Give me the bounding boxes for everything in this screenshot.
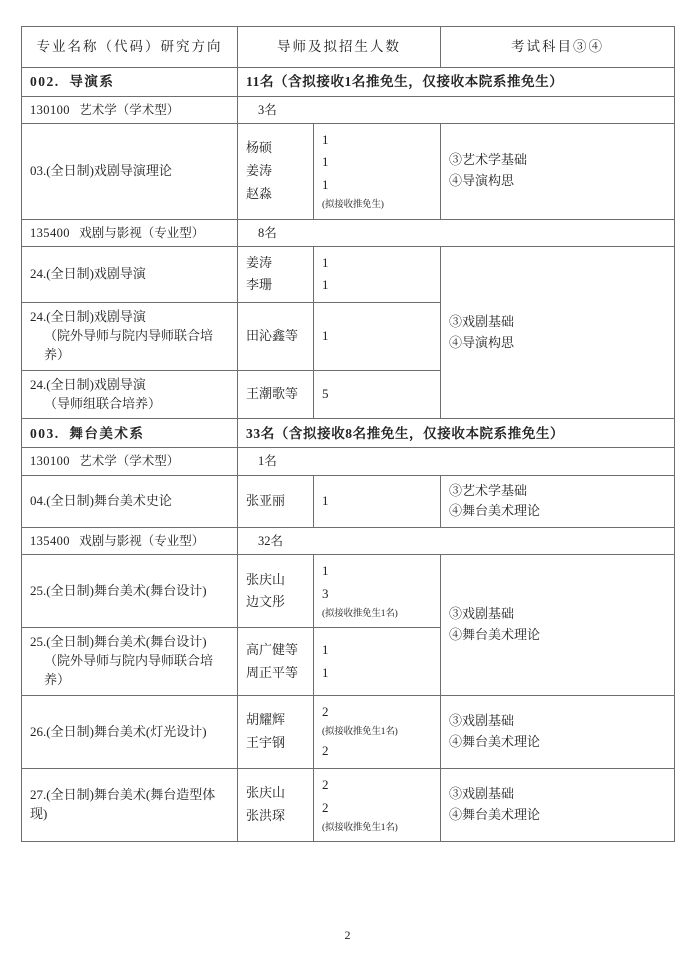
enrollment-count: [322, 560, 432, 583]
enrollment-number: 1: [322, 254, 329, 270]
exam-subject: ③戏剧基础: [449, 606, 515, 622]
department-row: [22, 419, 675, 448]
enrollment-count-cell: [314, 695, 441, 768]
advisor-name: 李珊: [246, 277, 273, 293]
enrollment-number: 2: [322, 777, 329, 793]
enrollment-number: 3: [322, 586, 329, 601]
degree-program-row: [22, 96, 675, 123]
enrollment-count: [322, 797, 432, 836]
header-cell-exams: [441, 27, 675, 68]
exam-subject: ④舞台美术理论: [449, 503, 541, 519]
admissions-catalog-table: [21, 26, 675, 842]
degree-program-row: [22, 528, 675, 555]
degree-quota: 3名: [258, 102, 277, 117]
enrollment-count: [322, 774, 432, 797]
exam-subject: ④导演构思: [449, 173, 515, 189]
advisor-name: 胡耀辉: [246, 712, 286, 728]
degree-name: 戏剧与影视（专业型）: [79, 534, 205, 549]
enrollment-count: [322, 174, 432, 213]
degree-name: 戏剧与影视（专业型）: [79, 225, 205, 240]
research-direction: 25.(全日制)舞台美术(舞台设计): [30, 582, 207, 598]
enrollment-count: [322, 740, 432, 763]
enrollment-count: [322, 252, 432, 275]
enrollment-count-cell: [314, 555, 441, 628]
research-direction-cell: [22, 303, 238, 371]
enrollment-number: 1: [322, 328, 329, 344]
header-cell-advisors: [238, 27, 441, 68]
department-name: 导演系: [69, 73, 115, 89]
exam-subject: ③戏剧基础: [449, 786, 515, 802]
advisor-name: 姜涛: [246, 162, 273, 178]
degree-name: 艺术学（学术型）: [79, 102, 180, 117]
exam-subjects-cell: [441, 246, 675, 419]
enrollment-note: (拟接收推免生1名): [322, 608, 398, 619]
research-direction-cell: [22, 246, 238, 303]
enrollment-count: [322, 639, 432, 662]
research-direction: 04.(全日制)舞台美术史论: [30, 492, 172, 508]
enrollment-note: (拟接收推免生1名): [322, 726, 398, 737]
advisor-names-cell: [238, 303, 314, 371]
research-direction-cell: [22, 370, 238, 419]
enrollment-count-cell: [314, 246, 441, 303]
enrollment-number: 1: [322, 277, 329, 293]
enrollment-count-cell: [314, 370, 441, 419]
research-direction-cell: [22, 475, 238, 528]
table-row: [22, 475, 675, 528]
research-direction: 03.(全日制)戏剧导演理论: [30, 162, 172, 178]
header-major-label: 专业名称（代码）研究方向: [36, 39, 223, 54]
enrollment-number: 1: [322, 154, 329, 170]
department-quota: 33名（含拟接收8名推免生，仅接收本院系推免生）: [246, 425, 565, 441]
research-direction: 24.(全日制)戏剧导演: [30, 309, 146, 325]
enrollment-count-cell: [314, 628, 441, 696]
degree-name: 艺术学（学术型）: [79, 454, 180, 469]
degree-name-cell: [22, 96, 238, 123]
department-name: 舞台美术系: [69, 425, 145, 441]
enrollment-count: [322, 490, 432, 513]
advisor-name: 张庆山: [246, 571, 286, 587]
enrollment-number: 2: [322, 743, 329, 759]
advisor-name: 周正平等: [246, 664, 299, 680]
degree-name-cell: [22, 448, 238, 475]
enrollment-count: [322, 701, 432, 740]
enrollment-number: 2: [322, 799, 329, 815]
research-direction-note: （导师组联合培养）: [44, 395, 162, 411]
header-exams-label: 考试科目③④: [511, 39, 604, 54]
exam-subject: ④导演构思: [449, 334, 515, 350]
department-name-cell: [22, 67, 238, 96]
exam-subject: ③戏剧基础: [449, 713, 515, 729]
exam-subjects-cell: [441, 555, 675, 696]
enrollment-count: [322, 129, 432, 152]
exam-subjects-cell: [441, 475, 675, 528]
advisor-name: 杨硕: [246, 140, 273, 155]
degree-code: 130100: [30, 454, 70, 469]
table-row: [22, 555, 675, 628]
advisor-names-cell: [238, 555, 314, 628]
enrollment-count: [322, 325, 432, 348]
enrollment-number: 1: [322, 492, 329, 508]
research-direction-note: （院外导师与院内导师联合培养）: [44, 653, 214, 688]
exam-subject: ③戏剧基础: [449, 313, 515, 329]
degree-code: 130100: [30, 102, 70, 117]
enrollment-count-cell: [314, 123, 441, 219]
enrollment-count-cell: [314, 769, 441, 842]
research-direction-cell: [22, 555, 238, 628]
enrollment-count: [322, 662, 432, 685]
enrollment-count: [322, 583, 432, 622]
enrollment-count-cell: [314, 303, 441, 371]
advisor-name: 田沁鑫等: [246, 328, 299, 344]
enrollment-note: (拟接收推免生1名): [322, 822, 398, 833]
advisor-name: 张洪琛: [246, 808, 286, 824]
research-direction: 26.(全日制)舞台美术(灯光设计): [30, 723, 207, 739]
degree-quota: 32名: [258, 534, 284, 549]
enrollment-number: 5: [322, 386, 329, 402]
exam-subjects-cell: [441, 123, 675, 219]
header-cell-major: [22, 27, 238, 68]
advisor-name: 高广健等: [246, 641, 299, 657]
exam-subjects-cell: [441, 695, 675, 768]
department-name-cell: [22, 419, 238, 448]
department-row: [22, 67, 675, 96]
advisor-names-cell: [238, 123, 314, 219]
advisor-names-cell: [238, 769, 314, 842]
research-direction-cell: [22, 123, 238, 219]
advisor-name: 赵淼: [246, 185, 273, 201]
enrollment-count: [322, 274, 432, 297]
advisor-name: 王潮歌等: [246, 386, 299, 402]
table-row: [22, 769, 675, 842]
advisor-name: 边文彤: [246, 594, 286, 610]
exam-subject: ④舞台美术理论: [449, 733, 541, 749]
table-header-row: [22, 27, 675, 68]
department-quota: 11名（含拟接收1名推免生，仅接收本院系推免生）: [246, 73, 564, 89]
research-direction-cell: [22, 628, 238, 696]
exam-subject: ③艺术学基础: [449, 152, 528, 168]
advisor-name: 姜涛: [246, 254, 273, 270]
enrollment-number: 1: [322, 177, 329, 193]
degree-code: 135400: [30, 225, 70, 240]
research-direction-note: （院外导师与院内导师联合培养）: [44, 328, 214, 362]
degree-quota: 8名: [258, 225, 277, 240]
research-direction: 27.(全日制)舞台美术(舞台造型体现): [30, 787, 216, 822]
degree-quota-cell: [238, 448, 675, 475]
advisor-names-cell: [238, 695, 314, 768]
header-advisors-label: 导师及拟招生人数: [277, 39, 401, 54]
degree-code: 135400: [30, 534, 70, 549]
enrollment-count: [322, 383, 432, 406]
degree-name-cell: [22, 219, 238, 246]
advisor-name: 张庆山: [246, 785, 286, 801]
enrollment-count-cell: [314, 475, 441, 528]
enrollment-count: [322, 151, 432, 174]
enrollment-number: 1: [322, 131, 329, 147]
exam-subject: ④舞台美术理论: [449, 627, 541, 643]
degree-quota-cell: [238, 219, 675, 246]
department-quota-cell: [238, 67, 675, 96]
research-direction: 24.(全日制)戏剧导演: [30, 266, 146, 282]
research-direction: 24.(全日制)戏剧导演: [30, 376, 146, 392]
enrollment-number: 1: [322, 563, 329, 579]
degree-program-row: [22, 219, 675, 246]
enrollment-note: (拟接收推免生): [322, 199, 384, 210]
degree-quota-cell: [238, 528, 675, 555]
department-code: 002.: [30, 73, 60, 89]
research-direction-cell: [22, 695, 238, 768]
advisor-name: 王宇钢: [246, 734, 286, 750]
exam-subjects-cell: [441, 769, 675, 842]
exam-subject: ④舞台美术理论: [449, 807, 541, 823]
advisor-name: 张亚丽: [246, 492, 286, 508]
research-direction: 25.(全日制)舞台美术(舞台设计): [30, 634, 207, 650]
exam-subject: ③艺术学基础: [449, 482, 528, 498]
enrollment-number: 2: [322, 703, 329, 719]
advisor-names-cell: [238, 370, 314, 419]
advisor-names-cell: [238, 475, 314, 528]
department-quota-cell: [238, 419, 675, 448]
degree-name-cell: [22, 528, 238, 555]
table-row: [22, 246, 675, 303]
advisor-names-cell: [238, 246, 314, 303]
degree-quota-cell: [238, 96, 675, 123]
research-direction-cell: [22, 769, 238, 842]
table-row: [22, 123, 675, 219]
enrollment-number: 1: [322, 641, 329, 657]
page-number: 2: [344, 928, 351, 942]
degree-program-row: [22, 448, 675, 475]
department-code: 003.: [30, 425, 60, 441]
advisor-names-cell: [238, 628, 314, 696]
enrollment-number: 1: [322, 664, 329, 680]
table-row: [22, 695, 675, 768]
degree-quota: 1名: [258, 454, 277, 469]
